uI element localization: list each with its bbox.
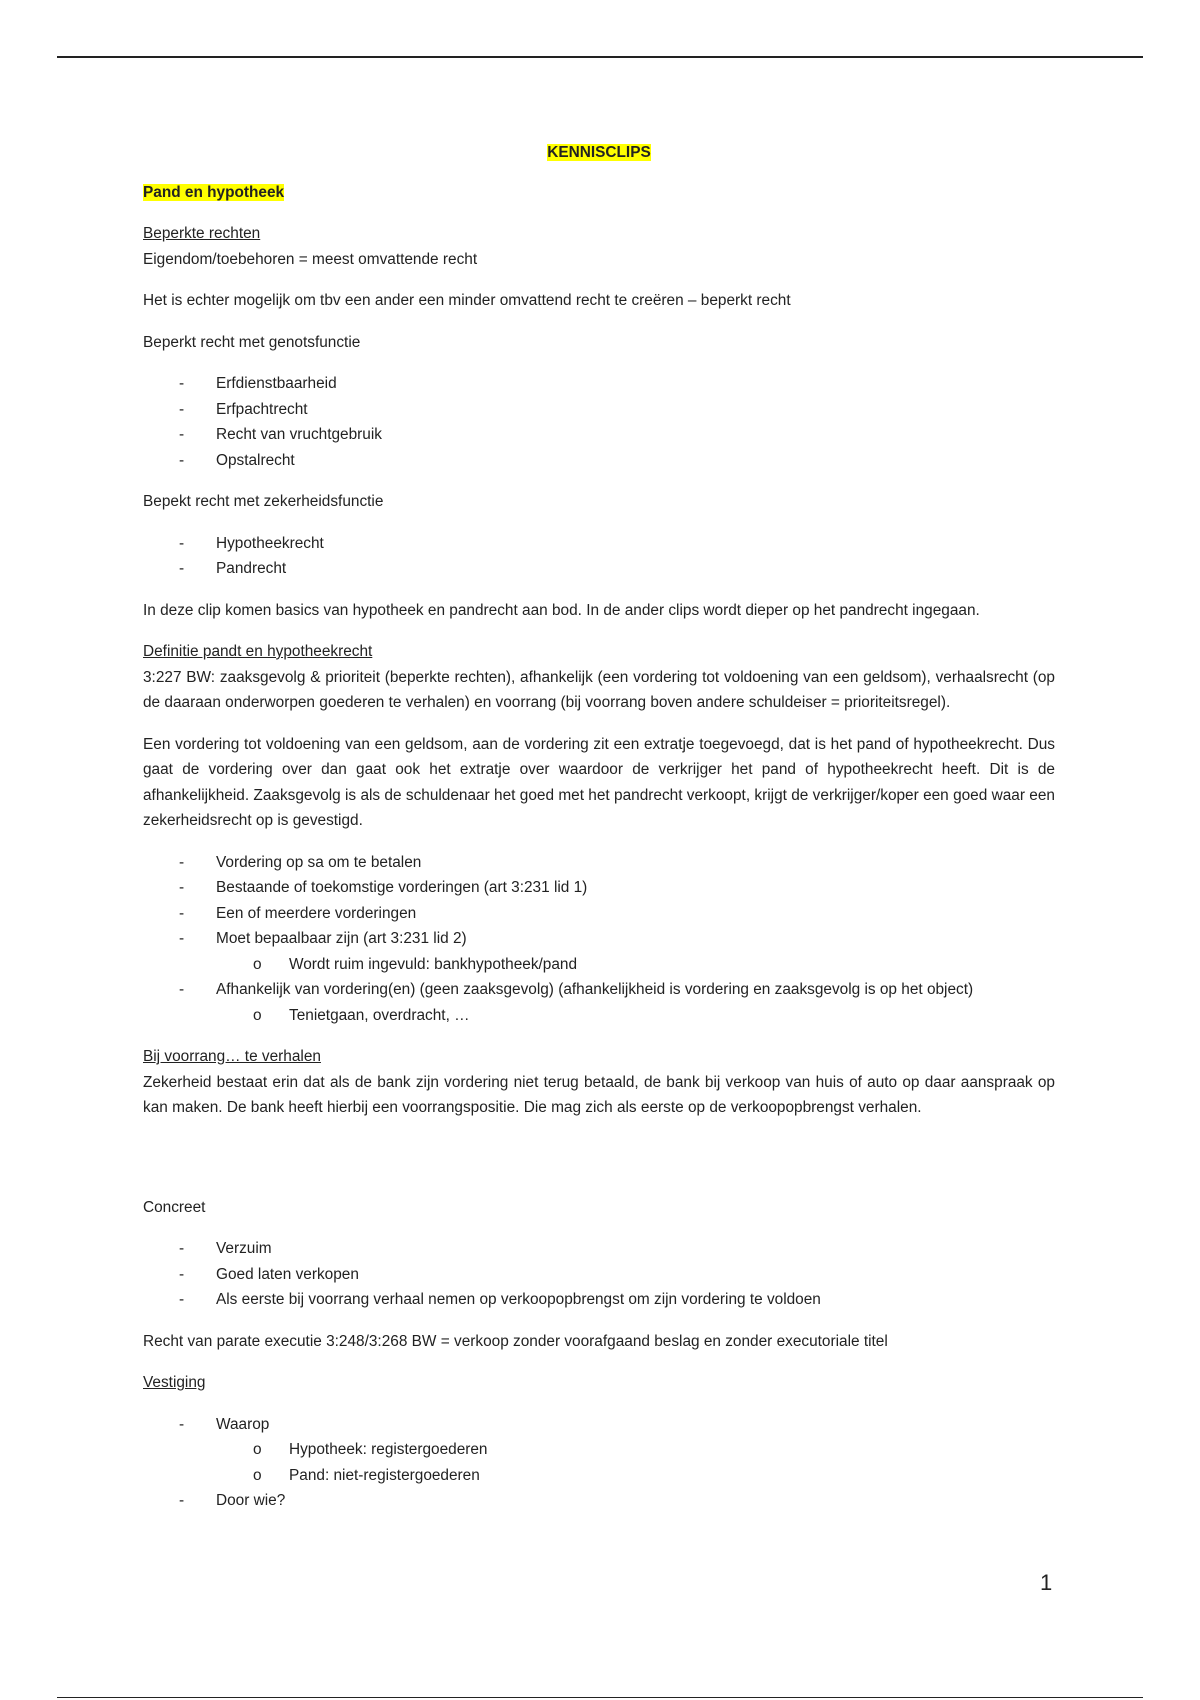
- paragraph-clip-note: In deze clip komen basics van hypotheek en pandrecht aan bod. In de ander clips wordt dieper op het pandrecht ingegaan.: [143, 601, 980, 619]
- list-item: - Moet bepaalbaar zijn (art 3:231 lid 2) o Wordt ruim ingevuld: bankhypotheek/pand: [143, 926, 1055, 977]
- heading-vestiging: Vestiging: [143, 1374, 206, 1391]
- list-item: - Als eerste bij voorrang verhaal nemen op verkoopopbrengst om zijn vordering te voldoen: [143, 1287, 1055, 1313]
- list-item: - Bestaande of toekomstige vorderingen (art 3:231 lid 1): [143, 875, 1055, 901]
- list-item: - Erfdienstbaarheid: [143, 371, 1055, 397]
- section-title: Pand en hypotheek: [143, 183, 285, 201]
- list-item: - Verzuim: [143, 1236, 1055, 1262]
- list-zekerheidsfunctie: [143, 531, 1055, 582]
- list-item: - Waarop o Hypotheek: registergoederen o Pand: niet-registergoederen: [143, 1412, 1055, 1489]
- sublist: [216, 1003, 1055, 1029]
- page-number: 1: [1040, 1570, 1053, 1595]
- paragraph-zekerheid: Zekerheid bestaat erin dat als de bank zijn vordering niet terug betaald, de bank bij verkoop van huis of auto op daar aanspraak op kan maken. De bank heeft hierbij een voorrangspositie. Die mag zich als eerste op de verkoopopbrengst verhalen.: [143, 1073, 1055, 1116]
- paragraph-eigendom: Eigendom/toebehoren = meest omvattende recht: [143, 250, 478, 268]
- list-item: - Afhankelijk van vordering(en) (geen zaaksgevolg) (afhankelijkheid is vordering en zaaksgevolg is op het object) o Tenietgaan, overdracht, …: [143, 977, 1055, 1028]
- list-item: - Hypotheekrecht: [143, 531, 1055, 557]
- blank-space: [143, 1137, 1055, 1195]
- list-vestiging: [143, 1412, 1055, 1514]
- list-item: - Erfpachtrecht: [143, 397, 1055, 423]
- list-concreet: [143, 1236, 1055, 1313]
- heading-bij-voorrang: Bij voorrang… te verhalen: [143, 1048, 321, 1065]
- sublist-item: o Tenietgaan, overdracht, …: [216, 1003, 1055, 1029]
- footer-rule: [57, 1697, 1143, 1698]
- sublist-item: o Pand: niet-registergoederen: [216, 1463, 1055, 1489]
- paragraph-zekerheidsfunctie: Bepekt recht met zekerheidsfunctie: [143, 493, 384, 510]
- sublist-item: o Hypotheek: registergoederen: [216, 1437, 1055, 1463]
- paragraph-afhankelijkheid: Een vordering tot voldoening van een geldsom, aan de vordering zit een extratje toegevoegd, dat is het pand of hypotheekrecht. Dus gaat de vordering over dan gaat ook het extratje over waardoor de verkrijger het pand of hypotheekrecht heeft. Dit is de afhankelijkheid. Zaaksgevolg is als de schuldenaar het goed met het pandrecht verkoopt, krijgt de verkrijger/koper een goed waar een zekerheidsrecht op is gevestigd.: [143, 735, 1055, 829]
- sublist-item: o Wordt ruim ingevuld: bankhypotheek/pand: [216, 952, 1055, 978]
- paragraph-genotsfunctie: Beperkt recht met genotsfunctie: [143, 333, 361, 351]
- paragraph-concreet: Concreet: [143, 1198, 206, 1216]
- heading-beperkte-rechten: Beperkte rechten: [143, 225, 261, 242]
- list-item: - Een of meerdere vorderingen: [143, 901, 1055, 927]
- list-item: - Recht van vruchtgebruik: [143, 422, 1055, 448]
- paragraph-beperkt-recht: Het is echter mogelijk om tbv een ander een minder omvattend recht te creëren – beperkt recht: [143, 292, 791, 309]
- sublist: [216, 1437, 1055, 1488]
- header-rule: [57, 56, 1143, 58]
- paragraph-definitie: 3:227 BW: zaaksgevolg & prioriteit (beperkte rechten), afhankelijk (een vordering tot voldoening van een geldsom), verhaalsrecht (op de daaraan onderworpen goederen te verhalen) en voorrang (bij voorrang boven andere schuldeiser = prioriteitsregel).: [143, 668, 1055, 711]
- document-title: KENNISCLIPS: [547, 144, 651, 161]
- list-item: - Pandrecht: [143, 556, 1055, 582]
- sublist: [216, 952, 1055, 978]
- list-item: - Door wie?: [143, 1488, 1055, 1514]
- list-vordering: [143, 850, 1055, 1029]
- document-body: [143, 140, 1055, 1530]
- list-item: - Opstalrecht: [143, 448, 1055, 474]
- list-genotsfunctie: [143, 371, 1055, 473]
- list-item: - Vordering op sa om te betalen: [143, 850, 1055, 876]
- paragraph-parate-executie: Recht van parate executie 3:248/3:268 BW = verkoop zonder voorafgaand beslag en zonder executoriale titel: [143, 1332, 888, 1350]
- heading-definitie: Definitie pandt en hypotheekrecht: [143, 643, 373, 660]
- list-item: - Goed laten verkopen: [143, 1262, 1055, 1288]
